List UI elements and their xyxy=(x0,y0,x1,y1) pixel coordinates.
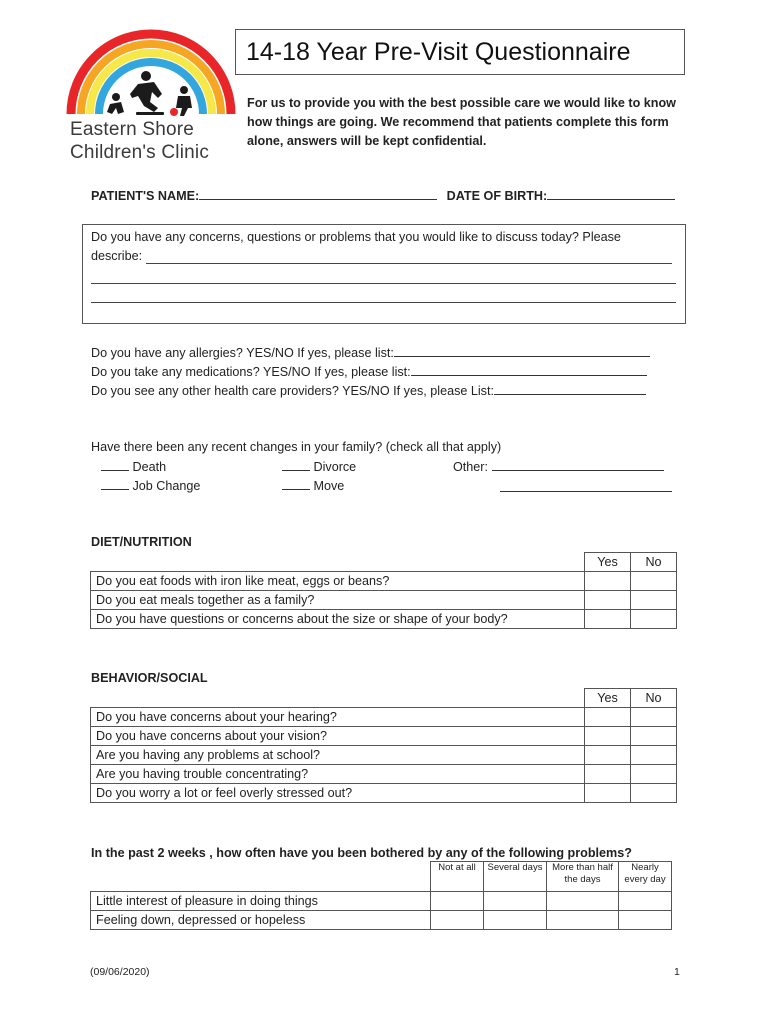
move-label: Move xyxy=(313,479,345,493)
page-number: 1 xyxy=(674,966,680,978)
phq-col-several-days: Several days xyxy=(484,862,547,892)
diet-no-cell[interactable] xyxy=(631,610,677,629)
behavior-yes-cell[interactable] xyxy=(585,708,631,727)
death-checkbox[interactable] xyxy=(101,459,129,471)
diet-table xyxy=(90,552,677,629)
table-row xyxy=(91,765,677,784)
logo-line-2: Children's Clinic xyxy=(70,142,210,163)
diet-yes-header: Yes xyxy=(585,553,631,572)
family-other-row xyxy=(453,459,664,474)
behavior-yes-cell[interactable] xyxy=(585,746,631,765)
footer-date: (09/06/2020) xyxy=(90,966,150,978)
medications-question: Do you take any medications? YES/NO If yes, please list: xyxy=(91,365,411,379)
behavior-no-header: No xyxy=(631,689,677,708)
phq-table xyxy=(90,861,672,930)
phq-heading: In the past 2 weeks , how often have you been bothered by any of the following problems? xyxy=(91,846,632,860)
table-row xyxy=(91,572,677,591)
dob-field[interactable] xyxy=(547,188,675,200)
patient-name-row xyxy=(91,188,675,203)
patient-name-field[interactable] xyxy=(199,188,437,200)
diet-yes-cell[interactable] xyxy=(585,572,631,591)
medications-field[interactable] xyxy=(411,364,647,376)
other-label: Other: xyxy=(453,460,488,474)
behavior-no-cell[interactable] xyxy=(631,784,677,803)
phq-answer-cell[interactable] xyxy=(431,911,484,930)
phq-answer-cell[interactable] xyxy=(431,892,484,911)
divorce-checkbox[interactable] xyxy=(282,459,310,471)
phq-answer-cell[interactable] xyxy=(547,911,619,930)
phq-col-more-than-half: More than half the days xyxy=(547,862,619,892)
behavior-question: Are you having any problems at school? xyxy=(91,746,585,765)
behavior-no-cell[interactable] xyxy=(631,746,677,765)
table-row xyxy=(91,784,677,803)
table-row xyxy=(91,746,677,765)
behavior-heading: BEHAVIOR/SOCIAL xyxy=(91,671,208,685)
behavior-header-blank xyxy=(91,689,585,708)
behavior-no-cell[interactable] xyxy=(631,708,677,727)
family-death-row xyxy=(101,459,166,474)
diet-question: Do you eat foods with iron like meat, eggs or beans? xyxy=(91,572,585,591)
diet-yes-cell[interactable] xyxy=(585,610,631,629)
allergies-question: Do you have any allergies? YES/NO If yes, please list: xyxy=(91,346,394,360)
concerns-line-2[interactable] xyxy=(91,283,676,284)
table-row xyxy=(91,708,677,727)
behavior-question: Do you worry a lot or feel overly stressed out? xyxy=(91,784,585,803)
concerns-prompt: Do you have any concerns, questions or problems that you would like to discuss today? Please xyxy=(91,230,621,244)
other-field-line-2[interactable] xyxy=(500,480,672,492)
phq-item: Little interest of pleasure in doing things xyxy=(91,892,431,911)
phq-item: Feeling down, depressed or hopeless xyxy=(91,911,431,930)
providers-field[interactable] xyxy=(494,383,646,395)
death-label: Death xyxy=(132,460,167,474)
behavior-question: Do you have concerns about your vision? xyxy=(91,727,585,746)
family-move-row xyxy=(282,478,344,493)
move-checkbox[interactable] xyxy=(282,478,310,490)
diet-yes-cell[interactable] xyxy=(585,591,631,610)
diet-no-header: No xyxy=(631,553,677,572)
diet-question: Do you eat meals together as a family? xyxy=(91,591,585,610)
medications-row xyxy=(91,364,647,379)
family-job-row xyxy=(101,478,200,493)
intro-text: For us to provide you with the best possible care we would like to know how things are going. We recommend that patients complete this form alone, answers will be kept confidential. xyxy=(247,96,676,148)
behavior-yes-cell[interactable] xyxy=(585,765,631,784)
allergies-field[interactable] xyxy=(394,345,650,357)
diet-question: Do you have questions or concerns about the size or shape of your body? xyxy=(91,610,585,629)
table-row xyxy=(91,727,677,746)
table-row xyxy=(91,591,677,610)
behavior-no-cell[interactable] xyxy=(631,727,677,746)
family-question: Have there been any recent changes in your family? (check all that apply) xyxy=(91,440,502,454)
concerns-line-1[interactable] xyxy=(146,263,672,264)
logo-text xyxy=(70,118,240,164)
logo-line-1: Eastern Shore xyxy=(70,119,195,140)
phq-answer-cell[interactable] xyxy=(484,911,547,930)
behavior-no-cell[interactable] xyxy=(631,765,677,784)
concerns-describe-label: describe: xyxy=(91,249,143,263)
behavior-question: Do you have concerns about your hearing? xyxy=(91,708,585,727)
diet-no-cell[interactable] xyxy=(631,591,677,610)
behavior-yes-header: Yes xyxy=(585,689,631,708)
behavior-yes-cell[interactable] xyxy=(585,727,631,746)
table-row xyxy=(91,892,672,911)
diet-header-blank xyxy=(91,553,585,572)
patient-name-label: PATIENT'S NAME: xyxy=(91,189,200,203)
job-change-checkbox[interactable] xyxy=(101,478,129,490)
providers-row xyxy=(91,383,646,398)
diet-heading: DIET/NUTRITION xyxy=(91,535,192,549)
table-row xyxy=(91,610,677,629)
other-field[interactable] xyxy=(492,459,664,471)
diet-no-cell[interactable] xyxy=(631,572,677,591)
phq-answer-cell[interactable] xyxy=(619,911,672,930)
divorce-label: Divorce xyxy=(313,460,357,474)
behavior-yes-cell[interactable] xyxy=(585,784,631,803)
behavior-question: Are you having trouble concentrating? xyxy=(91,765,585,784)
dob-label: DATE OF BIRTH: xyxy=(446,189,548,203)
providers-question: Do you see any other health care providers? YES/NO If yes, please List: xyxy=(91,384,494,398)
phq-answer-cell[interactable] xyxy=(547,892,619,911)
concerns-line-3[interactable] xyxy=(91,302,676,303)
phq-col-not-at-all: Not at all xyxy=(431,862,484,892)
page-title: 14-18 Year Pre-Visit Questionnaire xyxy=(235,29,685,75)
table-row xyxy=(91,911,672,930)
phq-answer-cell[interactable] xyxy=(484,892,547,911)
family-divorce-row xyxy=(282,459,356,474)
phq-col-nearly-every-day: Nearly every day xyxy=(619,862,672,892)
phq-header-blank xyxy=(91,862,431,892)
job-change-label: Job Change xyxy=(132,479,201,493)
behavior-table xyxy=(90,688,677,803)
phq-answer-cell[interactable] xyxy=(619,892,672,911)
allergies-row xyxy=(91,345,650,360)
